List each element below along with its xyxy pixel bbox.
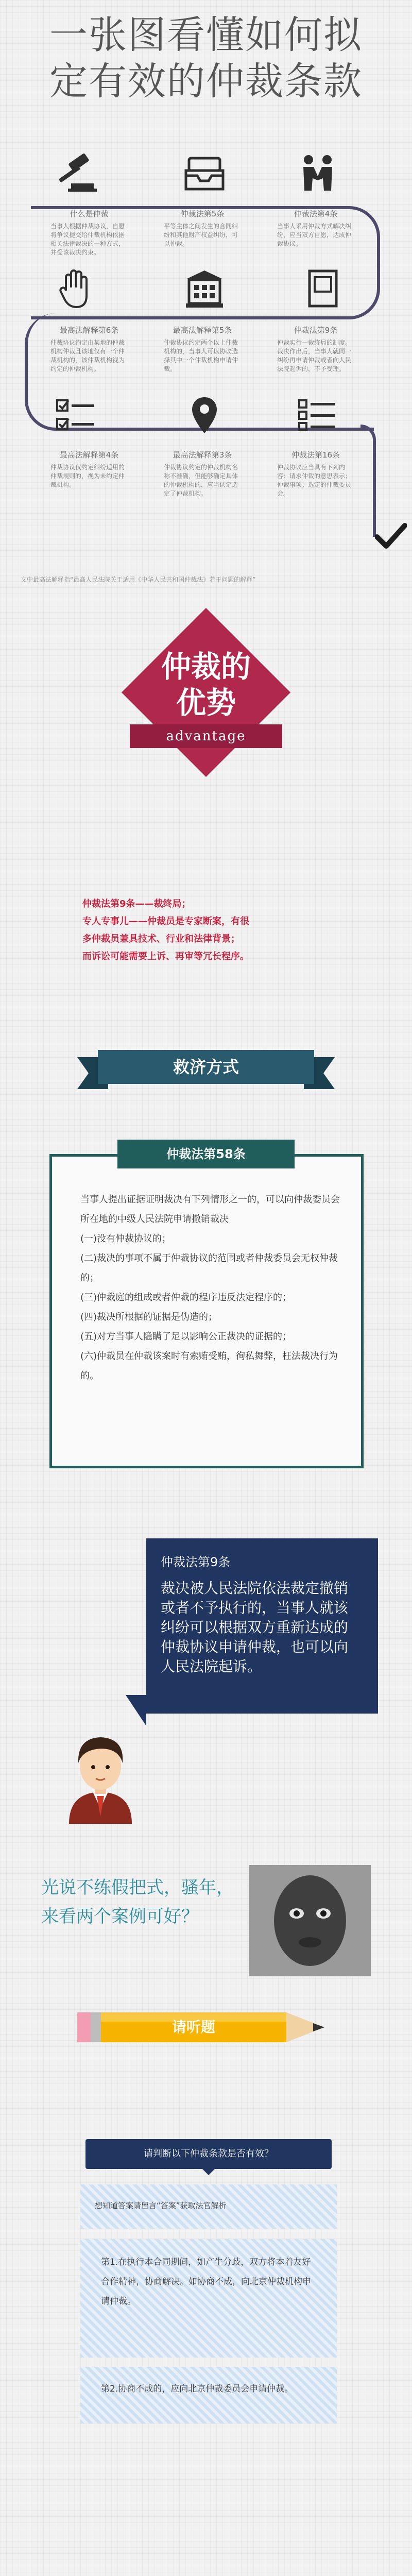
cases-photo [249,1865,371,1976]
step-text: 仲裁协议仅约定纠纷适用的仲裁规则的，视为未约定仲裁机构。 [50,464,125,488]
step-title: 仲裁法第9条 [294,326,338,335]
speech-pointer [126,1695,146,1726]
process-step-9 [277,449,354,498]
document-icon [300,268,346,309]
process-footnote: 文中最高法解释指“最高人民法院关于适用《中华人民共和国仲裁法》若干问题的解释” [21,576,256,583]
checklist-icon [53,395,99,436]
case-clause-2 [80,2367,337,2424]
advantage-title-2: 优势 [176,685,236,720]
process-step-3 [277,208,354,248]
article-58-content [80,1190,348,1386]
step-title: 最高法解释第5条 [173,326,232,335]
advantage-line: 仲裁法第9条——裁终局； [82,899,191,909]
question-title: 请判断以下仲裁条款是否有效？ [85,2139,332,2169]
advantage-banner-text: advantage [166,728,246,744]
step-title: 仲裁法第16条 [291,450,340,460]
list-icon [295,395,341,436]
page-title-line1: 一张图看懂如何拟 [49,13,363,57]
case-clause-text: 第2.协商不成的，应向北京仲裁委员会申请仲裁。 [101,2384,294,2394]
remedy-ribbon [77,1050,335,1094]
article-9-text: 裁决被人民法院依法裁定撤销或者不予执行的，当事人就该纠纷可以根据双方重新达成的仲裁协议申请仲裁，也可以向人民法院起诉。 [161,1580,349,1675]
handshake-icon [295,152,341,194]
question-pointer [200,2167,217,2175]
case-clause-1 [80,2239,337,2358]
process-track-lower [360,425,376,537]
cases-prompt: 光说不练假把式，骚年，来看两个案例可好？ [41,1877,234,1927]
avatar [62,1726,139,1824]
step-text: 仲裁协议约定两个以上仲裁机构的，当事人可以协议选择其中一个仲裁机构申请仲裁。 [164,339,238,372]
location-icon [181,395,228,436]
question-subtitle: 想知道答案请留言“答案”获取法官解析 [95,2201,227,2210]
article-58-item: (一)没有仲裁协议的； [80,1233,171,1244]
step-title: 最高法解释第3条 [173,450,232,460]
advantage-line: 专人专事儿——仲裁员是专家断案，有很 [82,916,249,927]
article-58-item: (六)仲裁员在仲裁该案时有索贿受贿，徇私舞弊，枉法裁决行为的。 [80,1351,338,1381]
case-clause-text: 第1.在执行本合同期间，如产生分歧，双方将本着友好合作精神，协商解决。如协商不成，向北京仲裁机构申请仲裁。 [101,2257,311,2307]
page-title-line2: 定有效的仲裁条款 [49,59,363,104]
building-icon [181,268,228,309]
process-step-7 [50,449,128,489]
advantage-banner [130,724,282,748]
advantage-line: 而诉讼可能需要上诉、再审等冗长程序。 [82,951,249,962]
process-step-5 [164,325,241,374]
step-text: 仲裁实行一裁终局的制度。裁决作出后，当事人就同一纠纷再申请仲裁或者向人民法院起诉的，不予受理。 [277,339,352,372]
step-text: 当事人根据仲裁协议，自愿将争议提交给仲裁机构依据相关法律裁决的一种方式，并受该裁决约束。 [50,223,125,256]
article-58-item: (三)仲裁庭的组成或者仲裁的程序违反法定程序的； [80,1292,292,1303]
article-9-box [146,1538,378,1714]
step-text: 仲裁协议应当具有下列内容：请求仲裁的意思表示；仲裁事项；选定的仲裁委员会。 [277,464,352,497]
hand-icon [53,268,99,309]
step-text: 当事人采用仲裁方式解决纠纷，应当双方自愿，达成仲裁协议。 [277,223,352,247]
check-icon [375,522,407,552]
article-58-title: 仲裁法第58条 [117,1140,295,1168]
article-58-item: (五)对方当事人隐瞒了足以影响公正裁决的证据的； [80,1331,292,1342]
step-title: 最高法解释第4条 [59,450,119,460]
step-title: 仲裁法第4条 [294,209,338,218]
step-title: 仲裁法第5条 [180,209,225,218]
article-58-item: (二)裁决的事项不属于仲裁协议的范围或者仲裁委员会无权仲裁的； [80,1253,338,1283]
process-step-6 [277,325,354,374]
process-step-1 [50,208,128,257]
gavel-icon [53,152,99,194]
process-step-4 [50,325,128,374]
pencil-label: 请听题 [171,2019,215,2036]
step-text: 平等主体之间发生的合同纠纷和其他财产权益纠纷，可以仲裁。 [164,223,238,247]
advantage-title-1: 仲裁的 [161,649,251,684]
question-subtitle-box [80,2184,337,2229]
step-text: 仲裁协议约定由某地的仲裁机构仲裁且该地仅有一个仲裁机构的，该仲裁机构视为约定的仲裁机构。 [50,339,125,372]
step-text: 仲裁协议约定的仲裁机构名称不准确，但能够确定具体的仲裁机构的，应当认定选定了仲裁机构。 [164,464,238,497]
inbox-icon [181,152,228,194]
step-title: 什么是仲裁 [70,209,109,218]
pencil-icon [77,2009,335,2045]
article-58-intro: 当事人提出证据证明裁决有下列情形之一的，可以向仲裁委员会所在地的中级人民法院申请撤销裁决 [80,1194,340,1225]
article-9-title: 仲裁法第9条 [161,1555,231,1569]
article-58-item: (四)裁决所根据的证据是伪造的； [80,1312,218,1323]
step-title: 最高法解释第6条 [59,326,119,335]
process-step-8 [164,449,241,498]
process-step-2 [164,208,241,248]
advantage-line: 多仲裁员兼具技术、行业和法律背景； [82,934,240,944]
remedy-ribbon-label: 救济方式 [173,1057,239,1077]
advantage-lines [82,895,350,965]
